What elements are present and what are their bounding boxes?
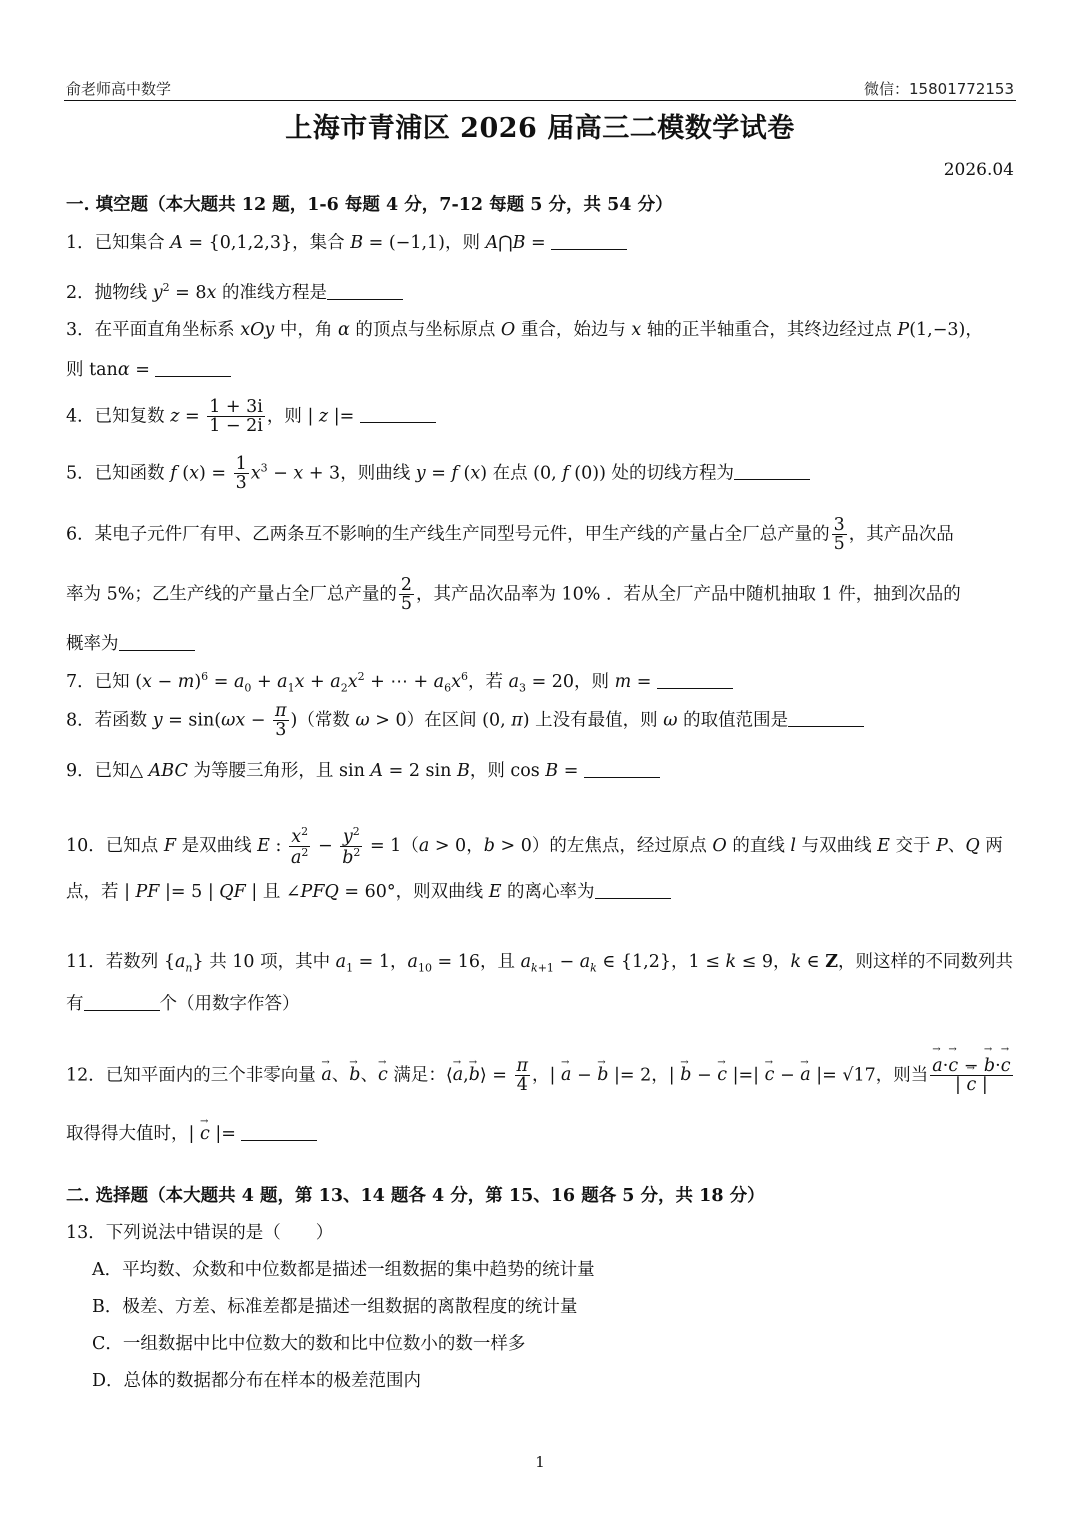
option-c[interactable]: C．一组数据中比中位数大的数和比中位数小的数一样多 <box>92 1334 526 1354</box>
answer-blank[interactable] <box>584 761 660 778</box>
fraction: $\frac{x^2}{a^2}$ <box>290 825 309 869</box>
page-title: 上海市青浦区 2026 届高三二模数学试卷 <box>285 113 795 144</box>
question-3: 3．在平面直角坐标系 xOy 中，角 α 的顶点与坐标原点 O 重合，始边与 x 轴的正半轴重合，其终边经过点 P(1,−3)， <box>66 320 983 340</box>
answer-blank[interactable] <box>657 672 733 689</box>
answer-blank[interactable] <box>84 994 160 1011</box>
question-5: 5．已知函数 f (x) = $\frac{1}{3}$ $x^3 - x + 3$，则曲线 y = f (x) 在点 (0, f (0)) 处的切线方程为 <box>66 455 1014 493</box>
option-b[interactable]: B．极差、方差、标准差都是描述一组数据的离散程度的统计量 <box>92 1297 578 1317</box>
header-divider <box>64 100 1016 101</box>
question-4: 4．已知复数 z = $\frac{1 + 3i}{1 - 2i}$ ，则 | z |= <box>66 398 1014 436</box>
section-2-heading: 二. 选择题（本大题共 4 题，第 13、14 题各 4 分，第 15、16 题各 5 分，共 18 分） <box>66 1186 765 1206</box>
header-left: 俞老师高中数学 <box>66 80 172 98</box>
answer-blank[interactable] <box>734 463 810 480</box>
fraction: $\frac{y^2}{b^2}$ <box>342 825 361 869</box>
question-8: 8．若函数 y = sin(ωx − $\frac{\pi}{3}$ )（常数 ω > 0）在区间 (0, π) 上没有最值，则 ω 的取值范围是 <box>66 702 1014 740</box>
question-2: 2．抛物线 $y^2 = 8x$ 的准线方程是 <box>66 274 1014 307</box>
question-6-cont2: 概率为 <box>66 630 1014 658</box>
fraction: $\frac{3}{5}$ <box>833 515 845 555</box>
fraction: → $\frac{a\cdot\to c - \to b\cdot\to c}{| \to c |}$ <box>930 1057 1012 1095</box>
fraction: $\frac{\pi}{4}$ <box>516 1056 529 1096</box>
question-1: 1．已知集合 A = {0,1,2,3}，集合 B = (−1,1)，则 A⋂B = <box>66 229 1014 257</box>
question-3-cont: 则 tanα = <box>66 356 1014 384</box>
question-7: 7．已知 $(x - m)^6 = a_0 + a_1x + a_2x^2$ + ⋯ + $a_6x^6$，若 $a_3 = 20$，则 m = <box>66 663 1014 702</box>
question-9: 9．已知△ ABC 为等腰三角形，且 sin A = 2 sin B，则 cos B = <box>66 757 1014 785</box>
fraction: $\frac{2}{5}$ <box>400 575 412 615</box>
answer-blank[interactable] <box>155 360 231 377</box>
answer-blank[interactable] <box>788 710 864 727</box>
question-13: 13．下列说法中错误的是（ ） <box>66 1223 334 1243</box>
question-6-cont: 率为 5%；乙生产线的产量占全厂总产量的 $\frac{2}{5}$ ，其产品次品率为 10% ．若从全厂产品中随机抽取 1 件，抽到次品的 <box>66 575 961 615</box>
option-d[interactable]: D．总体的数据都分布在样本的极差范围内 <box>92 1371 422 1391</box>
answer-blank[interactable] <box>241 1124 317 1141</box>
page-number: 1 <box>535 1453 545 1471</box>
answer-blank[interactable] <box>360 406 436 423</box>
header-right: 微信：15801772153 <box>864 80 1014 98</box>
exam-date: 2026.04 <box>943 160 1014 180</box>
answer-blank[interactable] <box>119 634 195 651</box>
option-a[interactable]: A．平均数、众数和中位数都是描述一组数据的集中趋势的统计量 <box>92 1260 595 1280</box>
question-12: 12．已知平面内的三个非零向量 → a、→ b、→ c 满足：⟨→ a,→ b⟩ = $\frac{\pi}{4}$ ，| → a − → b |= 2，| → b − → c |=| → c − → a |= √17，则当 → $\frac{a\cdot\to c - \to b\cdot\to c}{| \to c |}$ <box>66 1057 1014 1095</box>
question-11: 11．若数列 $\{a_n\}$ 共 10 项，其中 $a_1 = 1$，$a_{10} = 16$，且 $a_{k+1} - a_k$ ∈ {1,2}，1 ≤ k ≤ 9，k ∈ Z，则这样的不同数列共 <box>66 952 1013 975</box>
answer-blank[interactable] <box>595 882 671 899</box>
question-6: 6．某电子元件厂有甲、乙两条互不影响的生产线生产同型号元件，甲生产线的产量占全厂总产量的 $\frac{3}{5}$ ，其产品次品 <box>66 515 954 555</box>
answer-blank[interactable] <box>551 233 627 250</box>
section-1-heading: 一. 填空题（本大题共 12 题，1-6 每题 4 分，7-12 每题 5 分，共 54 分） <box>66 195 673 215</box>
question-11-cont: 有 个（用数字作答） <box>66 994 300 1014</box>
question-10: 10．已知点 F 是双曲线 E : $\frac{x^2}{a^2}$ − $\frac{y^2}{b^2}$ = 1（a > 0，b > 0）的左焦点，经过原点 O 的直线 l 与双曲线 E 交于 P、Q 两 <box>66 825 1003 869</box>
fraction: $\frac{\pi}{3}$ <box>275 701 287 741</box>
question-12-cont: 取得得大值时，| → c |= <box>66 1120 1014 1148</box>
answer-blank[interactable] <box>327 283 403 300</box>
question-10-cont: 点，若 | PF |= 5 | QF | 且 ∠PFQ = 60°，则双曲线 E 的离心率为 <box>66 878 1014 906</box>
fraction: $\frac{1}{3}$ <box>235 454 247 494</box>
fraction: $\frac{1 + 3i}{1 - 2i}$ <box>209 397 263 437</box>
